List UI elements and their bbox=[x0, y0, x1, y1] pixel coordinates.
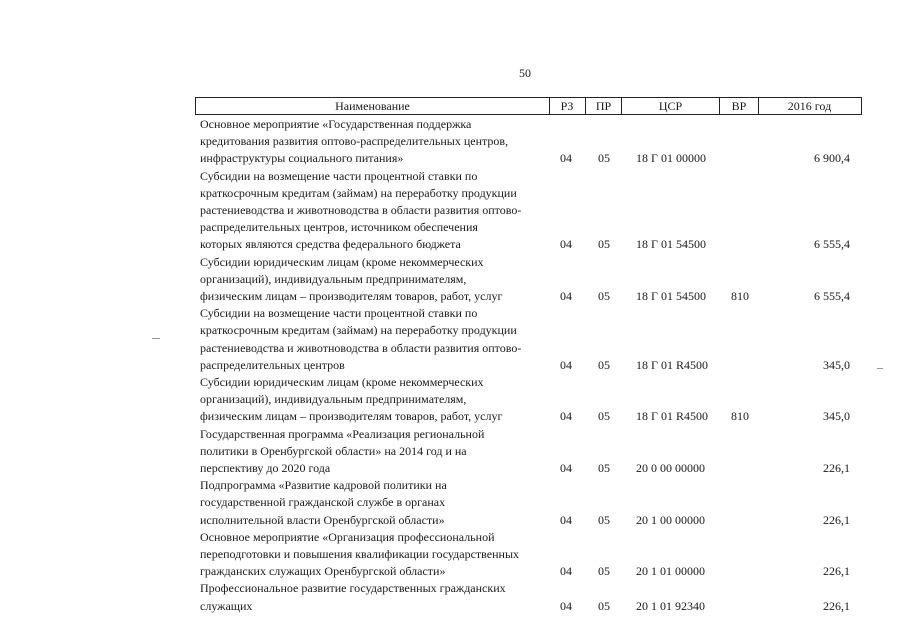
row-rz: 04 bbox=[560, 151, 572, 166]
row-csr: 20 1 00 00000 bbox=[636, 512, 705, 527]
table-header bbox=[195, 97, 862, 115]
row-name-line: которых являются средства федерального бюджета bbox=[200, 237, 461, 252]
table-row bbox=[0, 529, 905, 581]
row-pr: 05 bbox=[598, 460, 610, 475]
row-pr: 05 bbox=[598, 357, 610, 372]
row-csr: 18 Г 01 54500 bbox=[636, 237, 706, 252]
row-name-line: Субсидии юридическим лицам (кроме некоммерческих bbox=[200, 254, 484, 269]
row-name-line: растениеводства и животноводства в области развития оптово- bbox=[200, 203, 522, 217]
row-name bbox=[200, 580, 550, 614]
row-pr: 05 bbox=[598, 564, 610, 579]
row-name bbox=[200, 116, 550, 168]
row-rz: 04 bbox=[560, 564, 572, 579]
row-rz: 04 bbox=[560, 460, 572, 475]
row-name-line: физическим лицам – производителям товаров, работ, услуг bbox=[200, 289, 503, 303]
row-name-line: инфраструктуры социального питания» bbox=[200, 151, 404, 166]
row-pr: 05 bbox=[598, 512, 610, 527]
row-amount: 6 555,4 bbox=[814, 288, 850, 303]
row-name-line: Государственная программа «Реализация региональной bbox=[200, 426, 485, 441]
row-name-line: организаций), индивидуальным предпринимателям, bbox=[200, 392, 467, 407]
row-pr: 05 bbox=[598, 598, 610, 613]
row-name-line: государственной гражданской службе в органах bbox=[200, 495, 446, 510]
row-pr: 05 bbox=[598, 237, 610, 252]
table-row bbox=[0, 426, 905, 478]
row-rz: 04 bbox=[560, 598, 572, 613]
row-csr: 18 Г 01 R4500 bbox=[636, 357, 708, 372]
row-name-line: служащих bbox=[200, 598, 253, 613]
row-pr: 05 bbox=[598, 409, 610, 424]
row-name bbox=[200, 477, 550, 529]
margin-mark bbox=[877, 368, 883, 369]
row-name-line: политики в Оренбургской области» на 2014 год и на bbox=[200, 443, 467, 458]
row-name-line: организаций), индивидуальным предпринимателям, bbox=[200, 271, 467, 286]
row-name-line: исполнительной власти Оренбургской области» bbox=[200, 512, 445, 527]
table-row bbox=[0, 168, 905, 254]
row-rz: 04 bbox=[560, 409, 572, 424]
row-name-line: распределительных центров, источником обеспечения bbox=[200, 220, 478, 235]
row-amount: 345,0 bbox=[823, 409, 850, 424]
header-rz: РЗ bbox=[549, 98, 586, 114]
row-name bbox=[200, 254, 550, 306]
header-name: Наименование bbox=[196, 98, 550, 114]
row-name-line: краткосрочным кредитам (займам) на переработку продукции bbox=[200, 323, 517, 338]
row-name-line: переподготовки и повышения квалификации государственных bbox=[200, 547, 520, 561]
row-name bbox=[200, 426, 550, 478]
row-rz: 04 bbox=[560, 288, 572, 303]
row-name-line: Субсидии на возмещение части процентной ставки по bbox=[200, 306, 478, 321]
table-row bbox=[0, 116, 905, 168]
row-pr: 05 bbox=[598, 288, 610, 303]
row-amount: 226,1 bbox=[823, 512, 850, 527]
table-row bbox=[0, 305, 905, 374]
row-amount: 226,1 bbox=[823, 460, 850, 475]
row-name bbox=[200, 305, 550, 374]
row-name-line: краткосрочным кредитам (займам) на переработку продукции bbox=[200, 185, 517, 200]
margin-mark bbox=[152, 338, 160, 339]
row-name-line: Субсидии на возмещение части процентной ставки по bbox=[200, 168, 478, 183]
row-name-line: Основное мероприятие «Организация профессиональной bbox=[200, 529, 495, 544]
row-amount: 6 900,4 bbox=[814, 151, 850, 166]
row-name-line: кредитования развития оптово-распределительных центров, bbox=[200, 134, 509, 149]
row-csr: 18 Г 01 R4500 bbox=[636, 409, 708, 424]
row-name bbox=[200, 529, 550, 581]
row-amount: 226,1 bbox=[823, 564, 850, 579]
row-amount: 6 555,4 bbox=[814, 237, 850, 252]
row-rz: 04 bbox=[560, 237, 572, 252]
header-year: 2016 год bbox=[787, 99, 832, 113]
row-name-line: Основное мероприятие «Государственная поддержка bbox=[200, 117, 472, 131]
row-amount: 345,0 bbox=[823, 357, 850, 372]
table-row bbox=[0, 374, 905, 426]
row-csr: 18 Г 01 54500 bbox=[636, 288, 706, 303]
row-vr: 810 bbox=[731, 288, 749, 303]
row-rz: 04 bbox=[560, 512, 572, 527]
row-csr: 20 1 01 92340 bbox=[636, 598, 705, 613]
row-name-line: Профессиональное развитие государственных гражданских bbox=[200, 581, 506, 596]
table-row bbox=[0, 477, 905, 529]
header-vr: ВР bbox=[720, 98, 759, 114]
row-name-line: перспективу до 2020 года bbox=[200, 461, 331, 475]
row-csr: 20 0 00 00000 bbox=[636, 460, 705, 475]
row-name-line: распределительных центров bbox=[200, 357, 345, 372]
table-row bbox=[0, 580, 905, 614]
row-csr: 18 Г 01 00000 bbox=[636, 151, 706, 166]
row-name bbox=[200, 168, 550, 254]
row-name-line: гражданских служащих Оренбургской области» bbox=[200, 564, 446, 579]
table-row bbox=[0, 254, 905, 306]
row-csr: 20 1 01 00000 bbox=[636, 564, 705, 579]
header-csr: ЦСР bbox=[622, 98, 720, 114]
row-name-line: Субсидии юридическим лицам (кроме некоммерческих bbox=[200, 375, 484, 389]
row-name-line: физическим лицам – производителям товаров, работ, услуг bbox=[200, 409, 503, 424]
header-pr: ПР bbox=[586, 98, 622, 114]
row-name bbox=[200, 374, 550, 426]
row-name-line: растениеводства и животноводства в области развития оптово- bbox=[200, 340, 522, 355]
row-name-line: Подпрограмма «Развитие кадровой политики на bbox=[200, 478, 447, 493]
row-vr: 810 bbox=[731, 409, 749, 424]
row-rz: 04 bbox=[560, 357, 572, 372]
page-number: 50 bbox=[519, 66, 531, 80]
row-pr: 05 bbox=[598, 151, 610, 166]
row-amount: 226,1 bbox=[823, 598, 850, 613]
